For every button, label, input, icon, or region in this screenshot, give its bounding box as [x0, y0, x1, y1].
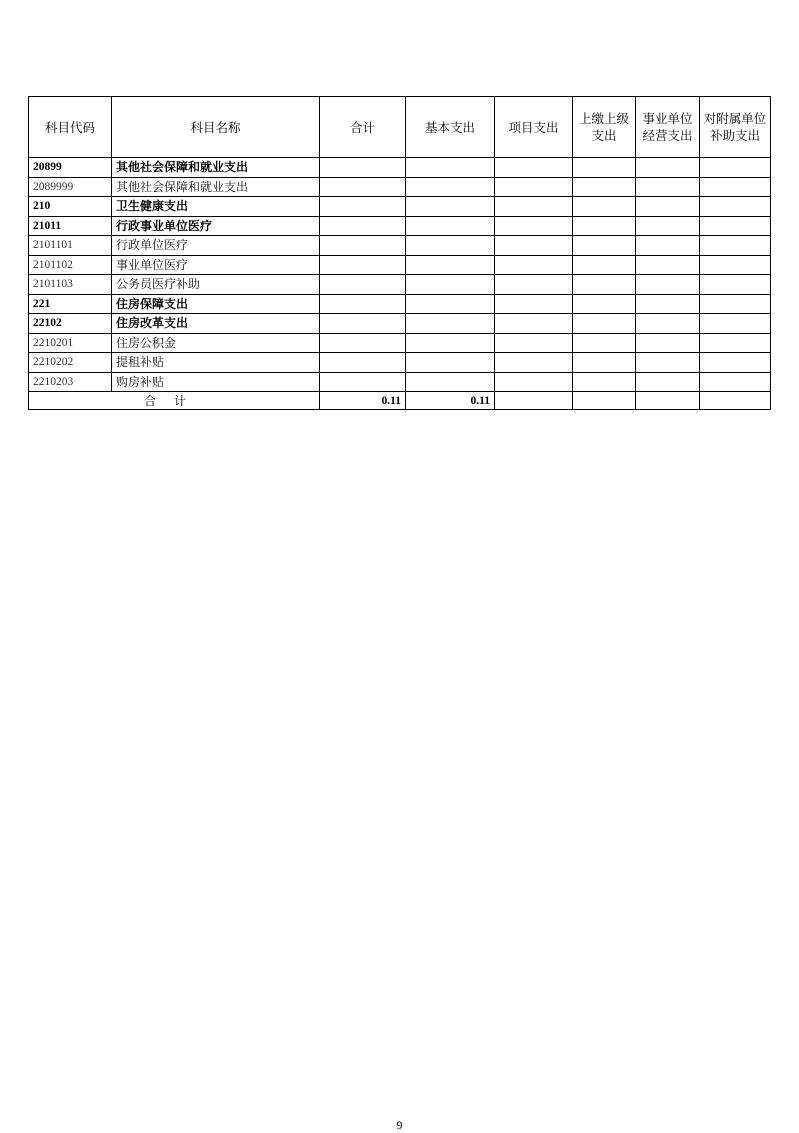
total-cell [320, 372, 406, 392]
total-cell [320, 275, 406, 295]
total-cell [320, 353, 406, 373]
header-subject-code: 科目代码 [29, 97, 112, 158]
subsidy-cell [700, 177, 771, 197]
remit-cell [573, 275, 636, 295]
subsidy-cell [700, 236, 771, 256]
remit-cell [573, 158, 636, 178]
table-body [29, 158, 771, 392]
subsidy-cell [700, 294, 771, 314]
project-expenditure-cell [495, 158, 573, 178]
subject-name-cell: 其他社会保障和就业支出 [112, 158, 320, 178]
table-row [29, 353, 771, 373]
total-label: 合计 [29, 392, 320, 410]
table-row [29, 158, 771, 178]
remit-cell [573, 294, 636, 314]
subject-name-cell: 行政单位医疗 [112, 236, 320, 256]
table-header [29, 97, 771, 158]
header-business-operating: 事业单位经营支出 [636, 97, 700, 158]
project-expenditure-cell [495, 216, 573, 236]
subject-code-cell: 2101101 [29, 236, 112, 256]
subject-name-cell: 卫生健康支出 [112, 197, 320, 217]
total-cell [320, 177, 406, 197]
subject-code-cell: 210 [29, 197, 112, 217]
subject-name-cell: 事业单位医疗 [112, 255, 320, 275]
total-row [29, 392, 771, 410]
subject-name-cell: 行政事业单位医疗 [112, 216, 320, 236]
header-total: 合计 [320, 97, 406, 158]
subject-name-cell: 其他社会保障和就业支出 [112, 177, 320, 197]
subsidy-cell [700, 333, 771, 353]
basic-expenditure-cell [406, 255, 495, 275]
project-expenditure-cell [495, 197, 573, 217]
header-subsidiary-subsidy: 对附属单位补助支出 [700, 97, 771, 158]
header-subject-name: 科目名称 [112, 97, 320, 158]
remit-cell [573, 353, 636, 373]
operating-cell [636, 314, 700, 334]
remit-cell [573, 197, 636, 217]
expenditure-table [28, 96, 771, 410]
remit-value [573, 392, 636, 410]
operating-cell [636, 255, 700, 275]
basic-expenditure-cell [406, 372, 495, 392]
subsidy-cell [700, 216, 771, 236]
header-project-expenditure: 项目支出 [495, 97, 573, 158]
operating-cell [636, 333, 700, 353]
subsidy-cell [700, 372, 771, 392]
basic-expenditure-cell [406, 314, 495, 334]
total-cell [320, 314, 406, 334]
table-row [29, 177, 771, 197]
project-value [495, 392, 573, 410]
remit-cell [573, 255, 636, 275]
basic-value: 0.11 [406, 392, 495, 410]
subject-code-cell: 2089999 [29, 177, 112, 197]
total-cell [320, 333, 406, 353]
operating-cell [636, 372, 700, 392]
header-basic-expenditure: 基本支出 [406, 97, 495, 158]
subject-code-cell: 22102 [29, 314, 112, 334]
operating-cell [636, 177, 700, 197]
subject-code-cell: 21011 [29, 216, 112, 236]
project-expenditure-cell [495, 314, 573, 334]
header-row [29, 97, 771, 158]
basic-expenditure-cell [406, 236, 495, 256]
subject-code-cell: 2210202 [29, 353, 112, 373]
table-row [29, 333, 771, 353]
subject-name-cell: 住房保障支出 [112, 294, 320, 314]
project-expenditure-cell [495, 333, 573, 353]
basic-expenditure-cell [406, 177, 495, 197]
subject-code-cell: 2101103 [29, 275, 112, 295]
remit-cell [573, 333, 636, 353]
operating-cell [636, 294, 700, 314]
operating-cell [636, 197, 700, 217]
project-expenditure-cell [495, 236, 573, 256]
table-row [29, 275, 771, 295]
table-row [29, 314, 771, 334]
remit-cell [573, 314, 636, 334]
remit-cell [573, 177, 636, 197]
total-cell [320, 216, 406, 236]
subject-name-cell: 公务员医疗补助 [112, 275, 320, 295]
project-expenditure-cell [495, 275, 573, 295]
total-cell [320, 236, 406, 256]
subject-code-cell: 2101102 [29, 255, 112, 275]
operating-cell [636, 275, 700, 295]
basic-expenditure-cell [406, 353, 495, 373]
subsidy-value [700, 392, 771, 410]
table-row [29, 255, 771, 275]
subject-name-cell: 住房公积金 [112, 333, 320, 353]
total-value: 0.11 [320, 392, 406, 410]
project-expenditure-cell [495, 353, 573, 373]
subsidy-cell [700, 314, 771, 334]
project-expenditure-cell [495, 294, 573, 314]
remit-cell [573, 216, 636, 236]
total-cell [320, 158, 406, 178]
table-row [29, 216, 771, 236]
remit-cell [573, 236, 636, 256]
table-row [29, 236, 771, 256]
operating-cell [636, 353, 700, 373]
subject-code-cell: 221 [29, 294, 112, 314]
operating-cell [636, 158, 700, 178]
subject-name-cell: 购房补贴 [112, 372, 320, 392]
basic-expenditure-cell [406, 294, 495, 314]
basic-expenditure-cell [406, 197, 495, 217]
table-row [29, 372, 771, 392]
header-remit-to-superior: 上缴上级支出 [573, 97, 636, 158]
subsidy-cell [700, 353, 771, 373]
subsidy-cell [700, 158, 771, 178]
subject-code-cell: 20899 [29, 158, 112, 178]
subsidy-cell [700, 197, 771, 217]
table-row [29, 294, 771, 314]
basic-expenditure-cell [406, 158, 495, 178]
operating-cell [636, 236, 700, 256]
subsidy-cell [700, 275, 771, 295]
subject-code-cell: 2210203 [29, 372, 112, 392]
project-expenditure-cell [495, 255, 573, 275]
page-number: 9 [396, 1118, 403, 1132]
table-row [29, 197, 771, 217]
project-expenditure-cell [495, 372, 573, 392]
subject-code-cell: 2210201 [29, 333, 112, 353]
operating-cell [636, 216, 700, 236]
subject-name-cell: 提租补贴 [112, 353, 320, 373]
total-cell [320, 255, 406, 275]
basic-expenditure-cell [406, 216, 495, 236]
remit-cell [573, 372, 636, 392]
subsidy-cell [700, 255, 771, 275]
basic-expenditure-cell [406, 333, 495, 353]
project-expenditure-cell [495, 177, 573, 197]
subject-name-cell: 住房改革支出 [112, 314, 320, 334]
basic-expenditure-cell [406, 275, 495, 295]
operating-value [636, 392, 700, 410]
total-cell [320, 197, 406, 217]
total-cell [320, 294, 406, 314]
